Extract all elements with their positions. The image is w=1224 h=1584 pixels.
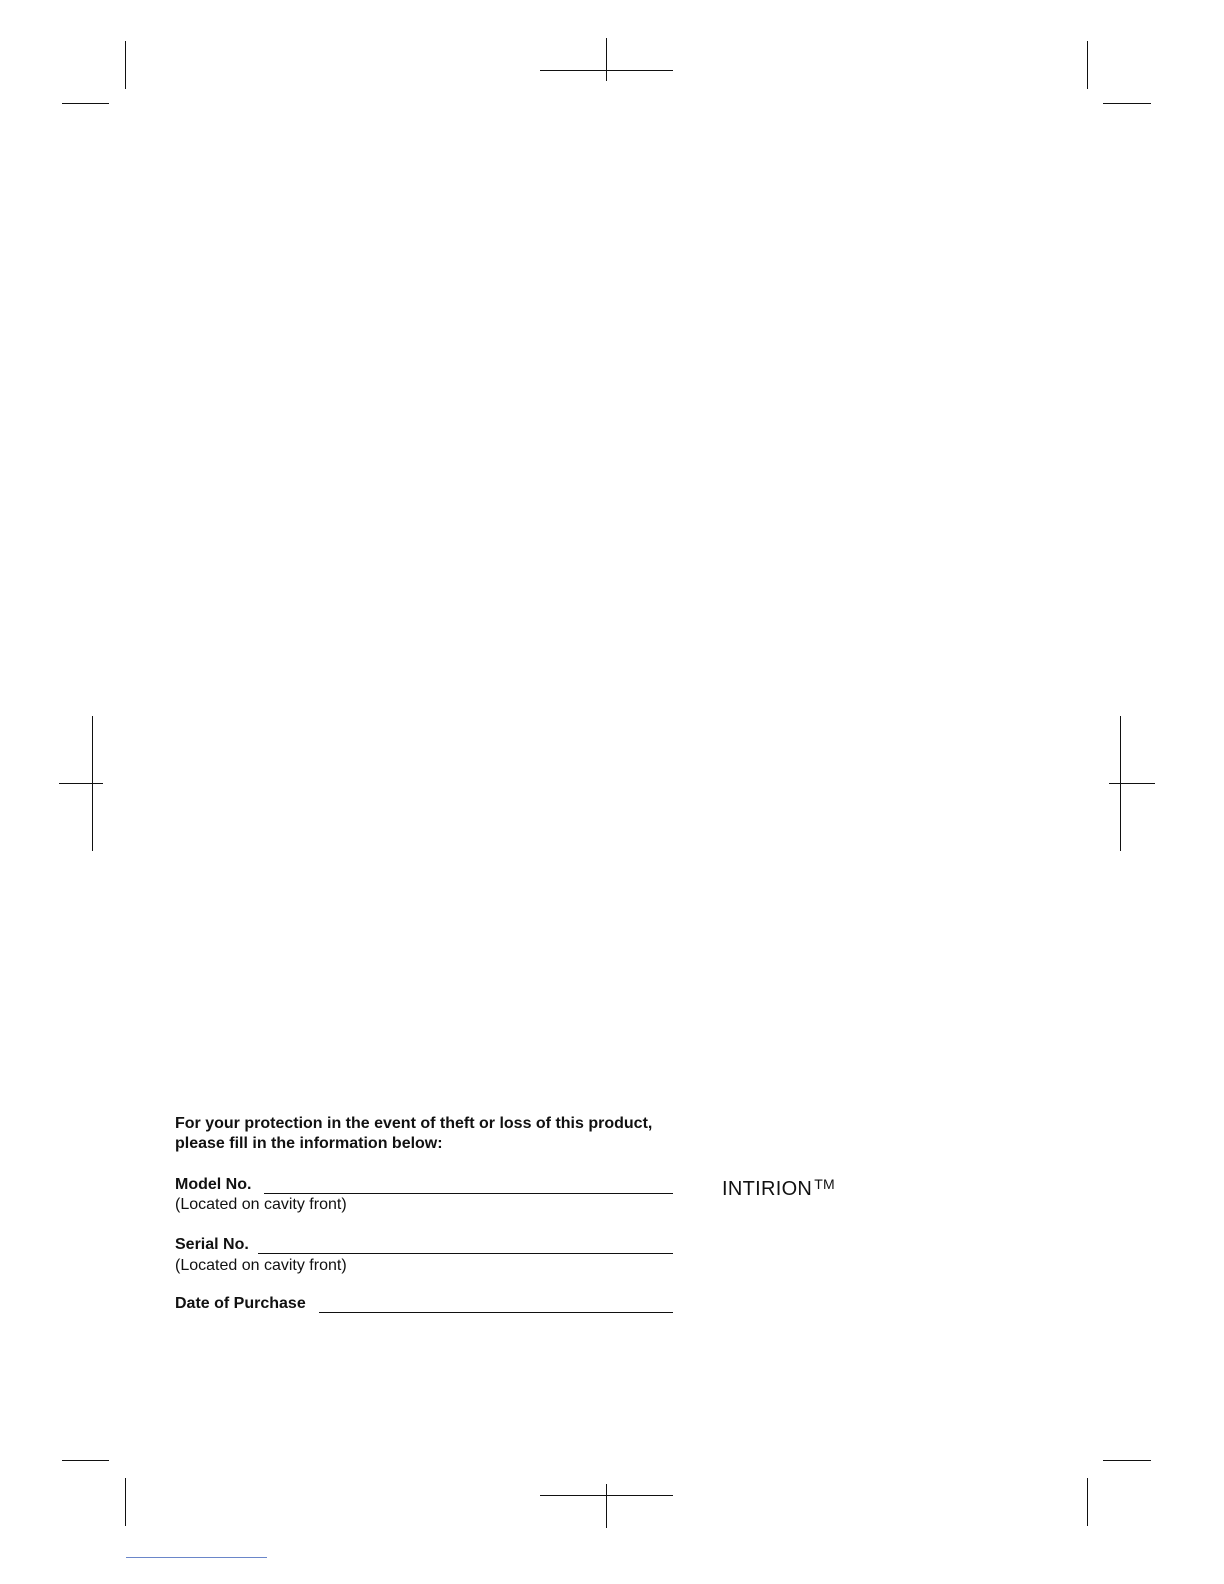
model-number-field bbox=[175, 1175, 674, 1195]
protection-notice-line-2: please fill in the information below: bbox=[175, 1135, 443, 1152]
registration-mark-left-horizontal bbox=[59, 783, 103, 784]
registration-mark-right-horizontal bbox=[1109, 783, 1155, 784]
footer-link-underline bbox=[126, 1557, 267, 1558]
crop-mark-top-left-horizontal bbox=[62, 103, 109, 104]
registration-mark-bottom-vertical bbox=[606, 1484, 607, 1528]
model-number-blank-line[interactable] bbox=[264, 1193, 673, 1194]
protection-notice bbox=[175, 1114, 652, 1154]
brand-name-text: INTIRION bbox=[722, 1178, 813, 1200]
purchase-date-label: Date of Purchase bbox=[175, 1295, 306, 1312]
registration-mark-top-vertical bbox=[606, 38, 607, 81]
crop-mark-top-left-vertical bbox=[125, 41, 126, 89]
model-number-label: Model No. bbox=[175, 1176, 252, 1193]
crop-mark-bottom-left-vertical bbox=[125, 1478, 126, 1526]
serial-number-note: (Located on cavity front) bbox=[175, 1257, 347, 1274]
crop-mark-top-right-vertical bbox=[1087, 41, 1088, 89]
serial-number-blank-line[interactable] bbox=[258, 1253, 673, 1254]
crop-mark-bottom-right-vertical bbox=[1087, 1478, 1088, 1526]
trademark-symbol: TM bbox=[814, 1176, 836, 1192]
brand-name bbox=[722, 1172, 835, 1201]
model-number-note: (Located on cavity front) bbox=[175, 1196, 347, 1213]
protection-notice-line-1: For your protection in the event of theft or loss of this product, bbox=[175, 1115, 653, 1132]
crop-mark-top-right-horizontal bbox=[1103, 103, 1151, 104]
serial-number-label: Serial No. bbox=[175, 1236, 249, 1253]
serial-number-field bbox=[175, 1235, 674, 1255]
crop-mark-bottom-left-horizontal bbox=[62, 1460, 109, 1461]
crop-mark-bottom-right-horizontal bbox=[1103, 1460, 1151, 1461]
purchase-date-field bbox=[175, 1294, 674, 1314]
purchase-date-blank-line[interactable] bbox=[319, 1312, 673, 1313]
